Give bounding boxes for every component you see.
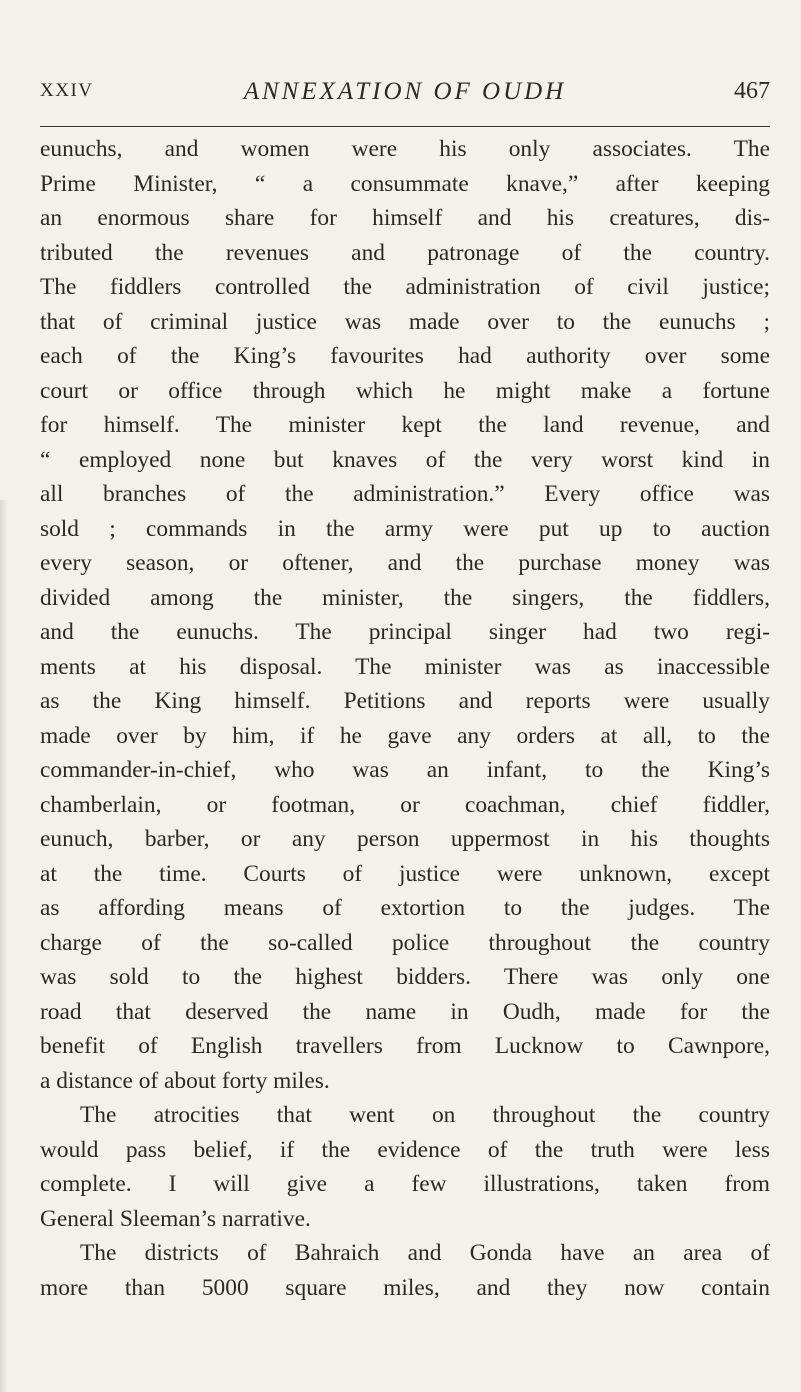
page-edge-shadow — [0, 500, 8, 1392]
text-line: The districts of Bahraich and Gonda have an area of — [80, 1240, 770, 1266]
text-line: divided among the minister, the singers, the fiddlers, — [40, 584, 770, 611]
text-line: sold ; commands in the army were put up to auction — [40, 515, 770, 542]
text-line: commander-in-chief, who was an infant, to the King’s — [40, 757, 770, 783]
text-line: chamberlain, or footman, or coachman, chief fiddler, — [40, 791, 770, 818]
text-line: eunuchs, and women were his only associates. The — [40, 136, 770, 162]
running-header — [40, 78, 770, 112]
body-text — [40, 132, 770, 1305]
text-line: and the eunuchs. The principal singer had two regi- — [40, 619, 770, 645]
text-line: The atrocities that went on throughout the country — [80, 1102, 770, 1128]
page-number: 467 — [734, 78, 770, 104]
text-line: every season, or oftener, and the purchase money was — [40, 550, 770, 576]
header-rule — [40, 126, 770, 127]
text-line: at the time. Courts of justice were unknown, except — [40, 860, 770, 887]
text-line: a distance of about forty miles. — [40, 1067, 330, 1094]
text-line: road that deserved the name in Oudh, made for the — [40, 998, 770, 1025]
text-line: ments at his disposal. The minister was as inaccessible — [40, 653, 770, 680]
chapter-number: XXIV — [40, 80, 94, 101]
text-line: all branches of the administration.” Every office was — [40, 481, 770, 507]
text-line: Prime Minister, “ a consummate knave,” after keeping — [40, 170, 770, 197]
text-line: charge of the so-called police throughout the country — [40, 929, 770, 956]
text-line: an enormous share for himself and his creatures, dis- — [40, 205, 770, 231]
text-line: would pass belief, if the evidence of the truth were less — [40, 1136, 770, 1163]
text-line: that of criminal justice was made over to the eunuchs ; — [40, 308, 770, 335]
text-line: benefit of English travellers from Lucknow to Cawnpore, — [40, 1033, 770, 1059]
text-line: tributed the revenues and patronage of the country. — [40, 239, 770, 266]
text-line: eunuch, barber, or any person uppermost in his thoughts — [40, 826, 770, 852]
text-line: made over by him, if he gave any orders at all, to the — [40, 722, 770, 749]
text-line: court or office through which he might make a fortune — [40, 377, 770, 404]
text-line: The fiddlers controlled the administration of civil justice; — [40, 274, 770, 300]
text-line: complete. I will give a few illustrations, taken from — [40, 1171, 770, 1197]
text-line: more than 5000 square miles, and they now contain — [40, 1274, 770, 1301]
text-line: as affording means of extortion to the judges. The — [40, 895, 770, 921]
text-line: General Sleeman’s narrative. — [40, 1205, 311, 1232]
text-line: “ employed none but knaves of the very worst kind in — [40, 446, 770, 473]
text-line: each of the King’s favourites had authority over some — [40, 343, 770, 369]
running-title: ANNEXATION OF OUDH — [243, 78, 567, 105]
text-line: as the King himself. Petitions and reports were usually — [40, 688, 770, 714]
text-line: for himself. The minister kept the land revenue, and — [40, 412, 770, 438]
text-line: was sold to the highest bidders. There was only one — [40, 964, 770, 990]
